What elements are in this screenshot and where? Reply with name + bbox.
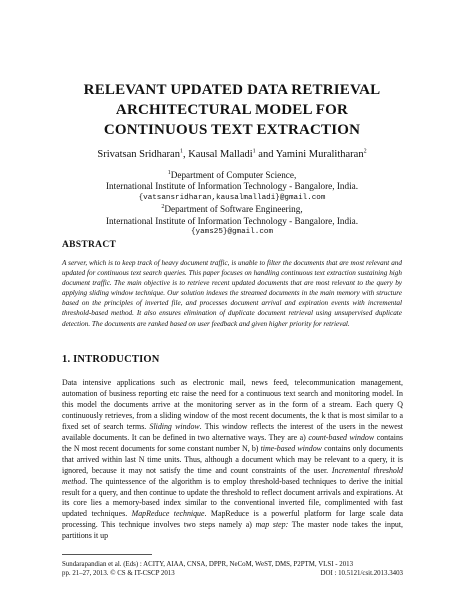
affiliation-2-institute: International Institute of Information Technology - Bangalore, India. [105,215,359,226]
affiliation-marker: 1 [167,169,171,176]
affiliation-2-email: {yams25}@gmail.com [190,228,274,237]
author-list [20,149,444,160]
abstract-heading: ABSTRACT [62,240,117,250]
author-separator: and [255,149,276,160]
affiliation-1-email: {vatsansridharan,kausalmalladi}@gmail.com [138,193,326,202]
author-name: Yamini Muralitharan [275,149,364,160]
term-count-based-window: count-based window [308,432,375,442]
affiliation-2-dept: $^2$Department of Software Engineering, [161,204,303,215]
footer-row [62,569,403,578]
footer-rule [62,554,152,555]
paper-title [20,80,444,140]
author-name: Srivatsan Sridharan [97,149,180,160]
abstract-text: A server, which is to keep track of heavy document traffic, is unable to filter the documents that are most relevant and updated for continuous text search queries. This paper focuses on handling continuous text extraction sustaining high document traffic. The main objective is to retrieve recent updated documents that are most relevant to the query by applying sliding window technique. Our solution indexes the streamed documents in the main memory with structure based on the principles of inverted file, and processes document arrival and expiration events with incremental threshold-based method. It also ensures elimination of duplicate document retrieval using unsupervised duplicate detection. The documents are ranked based on user feedback and given higher priority for retrieval. [62,259,402,328]
affiliation-1-institute: International Institute of Information Technology - Bangalore, India. [105,181,359,192]
affiliation-1-dept: $^1$Department of Computer Science, [167,169,297,180]
author-affiliation-marker: 2 [363,148,367,155]
affiliations [10,170,454,238]
title-line-2: ARCHITECTURAL MODEL FOR [115,102,349,118]
footer-pages-copyright: pp. 21–27, 2013. © CS & IT-CSCP 2013 [62,570,175,577]
section-heading-introduction: 1. INTRODUCTION [62,354,160,365]
author-name: Kausal Malladi [188,149,253,160]
page-footer [62,560,403,578]
footer-doi: DOI : 10.5121/csit.2013.3403 [320,570,403,577]
introduction-paragraph: Data intensive applications such as electronic mail, news feed, telecommunication management, automation of business reporting etc raise the need for a continuous text search and monitoring model. In this model the documents arrive at the monitoring server as in the form of a stream. Each query Q continuously retrieves, from a sliding window of the most recent documents, the k that is most similar to a fixed set of search terms. Sliding window. This window reflects the interest of the users in the newest available documents. It can be defined in two alternative ways. They are a) count-based window contains the N most recent documents for some constant number N, b) time-based window contains only documents that arrived within last N time units. Thus, although a document which may be relevant to a query, it is ignored, because it may not satisfy the time and count constraints of the user. Incremental threshold method. The quintessence of the algorithm is to employ threshold-based techniques to derive the initial result for a query, and then continue to update the threshold to reflect document arrivals and expirations. At its core lies a memory-based index similar to the conventional inverted file, complimented with fast updated techniques. MapReduce technique. MapReduce is a powerful platform for large scale data processing. This technique involves two steps namely a) map step: The master node takes the input, partitions it up [62,378,404,541]
affiliation-marker: 2 [161,204,165,211]
term-incremental-threshold: Incremental threshold method [62,465,403,486]
author-affiliation-marker: 1 [179,148,183,155]
term-mapreduce: MapReduce technique [131,509,205,519]
term-map-step: map step: [255,520,289,530]
term-sliding-window: Sliding window [149,421,200,431]
title-line-3: CONTINUOUS TEXT EXTRACTION [103,122,361,138]
term-time-based-window: time-based window [260,443,322,453]
title-line-1: RELEVANT UPDATED DATA RETRIEVAL [83,82,381,98]
author-separator: , [182,149,189,160]
author-affiliation-marker: 1 [252,148,256,155]
footer-proceedings: Sundarapandian et al. (Eds) : ACITY, AIAA, CNSA, DPPR, NeCoM, WeST, DMS, P2PTM, VLSI - 2013 [62,561,354,568]
